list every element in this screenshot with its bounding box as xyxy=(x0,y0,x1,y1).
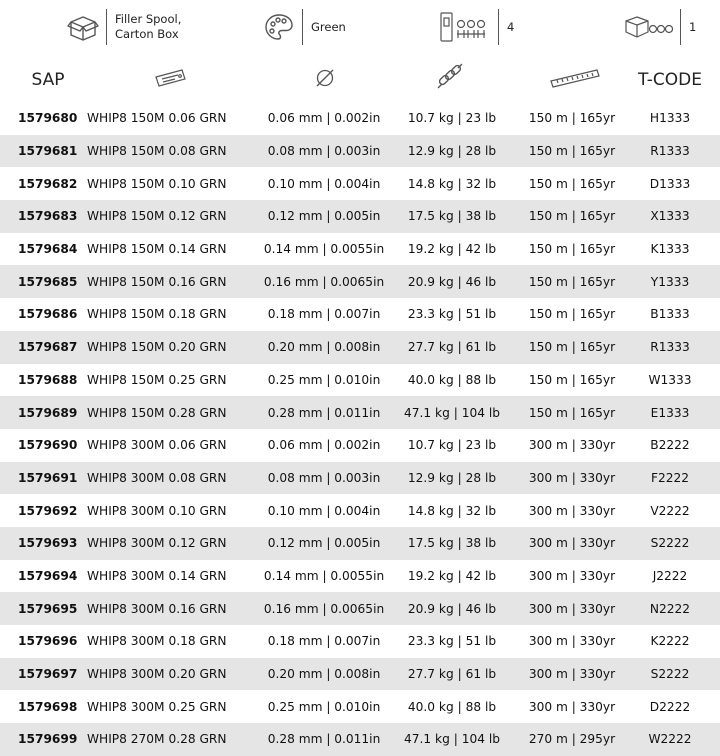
diameter-cell: 0.14 mm | 0.0055in xyxy=(263,242,385,257)
diameter-cell: 0.08 mm | 0.003in xyxy=(267,144,381,159)
diameter-cell: 0.25 mm | 0.010in xyxy=(267,372,381,387)
table-row xyxy=(0,690,720,723)
sap-cell: 1579689 xyxy=(18,405,78,420)
length-cell: 150 m | 165yr xyxy=(528,144,616,159)
tcode-cell: B1333 xyxy=(650,307,690,322)
table-row xyxy=(0,527,720,560)
table-row xyxy=(0,331,720,364)
sap-cell: 1579680 xyxy=(18,111,78,126)
table-row xyxy=(0,265,720,298)
product-name-cell: WHIP8 150M 0.14 GRN xyxy=(87,242,227,257)
length-cell: 270 m | 295yr xyxy=(528,732,616,747)
breaking-strength-cell: 14.8 kg | 32 lb xyxy=(407,503,497,518)
breaking-strength-cell: 27.7 kg | 61 lb xyxy=(407,340,497,355)
sap-cell: 1579693 xyxy=(18,536,78,551)
length-cell: 300 m | 330yr xyxy=(528,536,616,551)
outer-carton-icon xyxy=(622,10,674,44)
tcode-cell: Y1333 xyxy=(650,274,690,289)
divider xyxy=(680,9,681,45)
breaking-strength-cell: 19.2 kg | 42 lb xyxy=(407,242,497,257)
length-cell: 150 m | 165yr xyxy=(528,274,616,289)
diameter-cell: 0.12 mm | 0.005in xyxy=(267,209,381,224)
spool-type-line2: Carton Box xyxy=(115,27,179,41)
header-tcode: T-CODE xyxy=(637,70,703,90)
table-row xyxy=(0,135,720,168)
divider xyxy=(302,9,303,45)
sap-cell: 1579690 xyxy=(18,438,78,453)
sap-cell: 1579684 xyxy=(18,242,78,257)
breaking-strength-cell: 23.3 kg | 51 lb xyxy=(407,634,497,649)
breaking-strength-cell: 40.0 kg | 88 lb xyxy=(407,372,497,387)
length-cell: 300 m | 330yr xyxy=(528,568,616,583)
tcode-cell: S2222 xyxy=(650,667,690,682)
spool-type-label xyxy=(115,12,181,42)
breaking-strength-cell: 20.9 kg | 46 lb xyxy=(407,274,497,289)
product-name-cell: WHIP8 300M 0.18 GRN xyxy=(87,634,227,649)
sap-cell: 1579694 xyxy=(18,568,78,583)
tcode-cell: K2222 xyxy=(650,634,690,649)
sap-cell: 1579686 xyxy=(18,307,78,322)
product-name-cell: WHIP8 150M 0.18 GRN xyxy=(87,307,227,322)
units-info xyxy=(438,6,514,48)
table-row xyxy=(0,200,720,233)
tcode-cell: R1333 xyxy=(650,340,690,355)
sap-cell: 1579691 xyxy=(18,470,78,485)
sap-cell: 1579698 xyxy=(18,699,78,714)
table-row xyxy=(0,658,720,691)
breaking-strength-cell: 27.7 kg | 61 lb xyxy=(407,667,497,682)
table-row xyxy=(0,233,720,266)
header-name xyxy=(130,58,210,102)
diameter-cell: 0.25 mm | 0.010in xyxy=(267,699,381,714)
table-row xyxy=(0,429,720,462)
product-name-cell: WHIP8 150M 0.12 GRN xyxy=(87,209,227,224)
diameter-cell: 0.06 mm | 0.002in xyxy=(267,438,381,453)
outer-carton-info xyxy=(622,6,696,48)
table-row xyxy=(0,462,720,495)
length-cell: 150 m | 165yr xyxy=(528,242,616,257)
diameter-cell: 0.20 mm | 0.008in xyxy=(267,340,381,355)
product-name-cell: WHIP8 300M 0.14 GRN xyxy=(87,568,227,583)
table-row xyxy=(0,560,720,593)
header-sap: SAP xyxy=(31,70,65,90)
length-cell: 300 m | 330yr xyxy=(528,470,616,485)
product-name-cell: WHIP8 150M 0.28 GRN xyxy=(87,405,227,420)
table-row xyxy=(0,298,720,331)
breaking-strength-cell: 12.9 kg | 28 lb xyxy=(407,144,497,159)
sap-cell: 1579695 xyxy=(18,601,78,616)
diameter-cell: 0.12 mm | 0.005in xyxy=(267,536,381,551)
table-row xyxy=(0,364,720,397)
breaking-strength-cell: 10.7 kg | 23 lb xyxy=(407,438,497,453)
sap-cell: 1579692 xyxy=(18,503,78,518)
spool-units-icon xyxy=(438,10,492,44)
tcode-cell: X1333 xyxy=(650,209,690,224)
product-name-cell: WHIP8 300M 0.25 GRN xyxy=(87,699,227,714)
length-cell: 150 m | 165yr xyxy=(528,405,616,420)
carton-box-icon xyxy=(66,10,100,44)
product-name-cell: WHIP8 150M 0.08 GRN xyxy=(87,144,227,159)
spool-type-line1: Filler Spool, xyxy=(115,12,182,26)
tcode-cell: F2222 xyxy=(650,470,690,485)
sap-cell: 1579683 xyxy=(18,209,78,224)
diameter-cell: 0.18 mm | 0.007in xyxy=(267,307,381,322)
product-name-cell: WHIP8 150M 0.25 GRN xyxy=(87,372,227,387)
sap-cell: 1579687 xyxy=(18,340,78,355)
sap-cell: 1579681 xyxy=(18,144,78,159)
tcode-cell: K1333 xyxy=(650,242,690,257)
product-name-cell: WHIP8 150M 0.20 GRN xyxy=(87,340,227,355)
breaking-strength-cell: 20.9 kg | 46 lb xyxy=(407,601,497,616)
spool-info xyxy=(66,6,181,48)
breaking-strength-cell: 19.2 kg | 42 lb xyxy=(407,568,497,583)
product-label-icon xyxy=(153,68,187,92)
length-cell: 300 m | 330yr xyxy=(528,634,616,649)
breaking-strength-cell: 47.1 kg | 104 lb xyxy=(404,405,500,420)
table-row xyxy=(0,396,720,429)
diameter-cell: 0.16 mm | 0.0065in xyxy=(263,274,385,289)
sap-cell: 1579699 xyxy=(18,732,78,747)
table-row xyxy=(0,723,720,756)
table-row xyxy=(0,592,720,625)
product-name-cell: WHIP8 270M 0.28 GRN xyxy=(87,732,227,747)
table-row xyxy=(0,167,720,200)
length-cell: 150 m | 165yr xyxy=(528,209,616,224)
header-breaking-strength xyxy=(405,58,495,102)
diameter-cell: 0.14 mm | 0.0055in xyxy=(263,568,385,583)
length-cell: 150 m | 165yr xyxy=(528,340,616,355)
length-cell: 300 m | 330yr xyxy=(528,503,616,518)
tcode-cell: D1333 xyxy=(649,176,691,191)
table-row xyxy=(0,625,720,658)
product-name-cell: WHIP8 150M 0.10 GRN xyxy=(87,176,227,191)
tcode-cell: S2222 xyxy=(650,536,690,551)
table-row xyxy=(0,102,720,135)
ruler-length-icon xyxy=(549,67,601,93)
table-header xyxy=(0,58,720,102)
tcode-cell: R1333 xyxy=(650,144,690,159)
diameter-cell: 0.06 mm | 0.002in xyxy=(267,111,381,126)
breaking-strength-cell: 47.1 kg | 104 lb xyxy=(404,732,500,747)
outer-count: 1 xyxy=(689,19,697,34)
breaking-strength-cell: 17.5 kg | 38 lb xyxy=(407,536,497,551)
length-cell: 150 m | 165yr xyxy=(528,372,616,387)
length-cell: 300 m | 330yr xyxy=(528,667,616,682)
breaking-strength-cell: 14.8 kg | 32 lb xyxy=(407,176,497,191)
product-name-cell: WHIP8 300M 0.16 GRN xyxy=(87,601,227,616)
breaking-strength-cell: 23.3 kg | 51 lb xyxy=(407,307,497,322)
product-table xyxy=(0,102,720,756)
length-cell: 150 m | 165yr xyxy=(528,176,616,191)
color-palette-icon xyxy=(262,10,296,44)
table-row xyxy=(0,494,720,527)
diameter-cell: 0.16 mm | 0.0065in xyxy=(263,601,385,616)
diameter-cell: 0.10 mm | 0.004in xyxy=(267,176,381,191)
sap-cell: 1579685 xyxy=(18,274,78,289)
color-value: Green xyxy=(311,19,346,34)
header-diameter xyxy=(280,58,370,102)
packaging-info-bar xyxy=(0,0,720,58)
diameter-cell: 0.20 mm | 0.008in xyxy=(267,667,381,682)
tcode-cell: J2222 xyxy=(652,568,688,583)
breaking-strength-cell: 12.9 kg | 28 lb xyxy=(407,470,497,485)
length-cell: 300 m | 330yr xyxy=(528,699,616,714)
product-name-cell: WHIP8 150M 0.06 GRN xyxy=(87,111,227,126)
tcode-cell: D2222 xyxy=(649,699,691,714)
length-cell: 150 m | 165yr xyxy=(528,307,616,322)
diameter-cell: 0.10 mm | 0.004in xyxy=(267,503,381,518)
tcode-cell: B2222 xyxy=(650,438,690,453)
units-count: 4 xyxy=(507,19,515,34)
tcode-cell: H1333 xyxy=(649,111,691,126)
tcode-cell: N2222 xyxy=(649,601,691,616)
diameter-cell: 0.28 mm | 0.011in xyxy=(267,732,381,747)
diameter-icon xyxy=(314,67,336,93)
sap-cell: 1579697 xyxy=(18,667,78,682)
product-name-cell: WHIP8 300M 0.10 GRN xyxy=(87,503,227,518)
tcode-cell: V2222 xyxy=(650,503,690,518)
divider xyxy=(498,9,499,45)
diameter-cell: 0.08 mm | 0.003in xyxy=(267,470,381,485)
sap-cell: 1579696 xyxy=(18,634,78,649)
sap-cell: 1579682 xyxy=(18,176,78,191)
tcode-cell: E1333 xyxy=(650,405,690,420)
length-cell: 300 m | 330yr xyxy=(528,438,616,453)
breaking-strength-cell: 40.0 kg | 88 lb xyxy=(407,699,497,714)
tcode-cell: W2222 xyxy=(648,732,692,747)
divider xyxy=(106,9,107,45)
tcode-cell: W1333 xyxy=(648,372,692,387)
breaking-strength-cell: 10.7 kg | 23 lb xyxy=(407,111,497,126)
product-name-cell: WHIP8 300M 0.06 GRN xyxy=(87,438,227,453)
length-cell: 150 m | 165yr xyxy=(528,111,616,126)
product-name-cell: WHIP8 300M 0.20 GRN xyxy=(87,667,227,682)
chain-strength-icon xyxy=(435,63,465,97)
diameter-cell: 0.28 mm | 0.011in xyxy=(267,405,381,420)
sap-cell: 1579688 xyxy=(18,372,78,387)
diameter-cell: 0.18 mm | 0.007in xyxy=(267,634,381,649)
product-name-cell: WHIP8 150M 0.16 GRN xyxy=(87,274,227,289)
breaking-strength-cell: 17.5 kg | 38 lb xyxy=(407,209,497,224)
color-info xyxy=(262,6,346,48)
length-cell: 300 m | 330yr xyxy=(528,601,616,616)
product-name-cell: WHIP8 300M 0.08 GRN xyxy=(87,470,227,485)
header-length xyxy=(520,58,630,102)
product-name-cell: WHIP8 300M 0.12 GRN xyxy=(87,536,227,551)
